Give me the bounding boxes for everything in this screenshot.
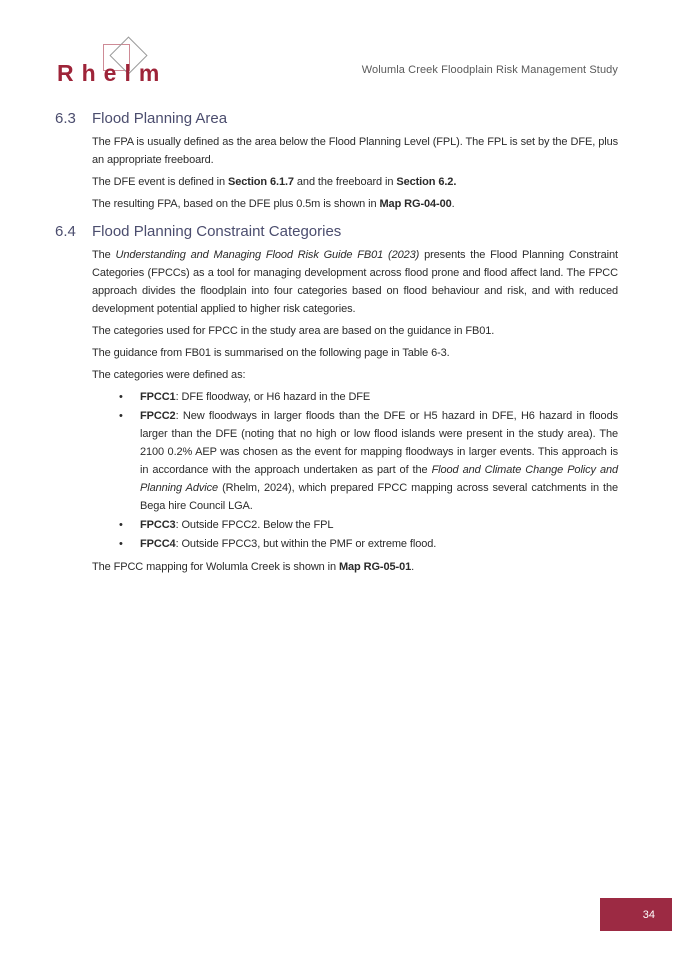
bullet-icon: • [119,391,123,403]
text-run: Understanding and Managing Flood Risk Guide FB01 (2023) [115,249,420,261]
text-run: . [411,561,415,573]
text-run: : Outside FPCC3, but within the PMF or extreme flood. [175,538,437,550]
text-run: : Outside FPCC2. Below the FPL [175,519,334,531]
text-run: : DFE floodway, or H6 hazard in the DFE [175,391,371,403]
section-number: 6.3 [55,110,76,127]
text-run: (Rhelm, 2024), which prepared FPCC mapping across several catchments in the Bega hire Council LGA. [140,482,619,512]
paragraph [92,344,618,362]
text-run: : New floodways in larger floods than the DFE or H5 hazard in DFE, H6 hazard in floods larger than the DFE (noting that no high or low flood islands were present in the study area). The 2100 0.2% AEP was chosen as the event for mapping floodways in larger events. This approach is in accordance with the approach undertaken as part of the [140,410,618,476]
bullet-item [92,516,618,534]
text-run: The [92,249,116,261]
bullet-item [92,388,618,406]
section-heading [55,222,618,241]
document-body [55,109,618,580]
text-run: The DFE event is defined in [92,176,228,188]
paragraph [92,366,618,384]
section-6.4 [55,222,618,576]
page-number-badge [600,898,672,931]
section-heading [55,109,618,128]
paragraph [92,558,618,576]
text-run: FPCC1 [140,391,176,403]
text-run: The categories were defined as: [92,369,246,381]
text-run: FPCC3 [140,519,176,531]
section-title: Flood Planning Area [92,110,228,127]
paragraph [92,322,618,340]
paragraph [92,133,618,169]
text-run: FPCC2 [140,410,176,422]
bullet-text [140,519,333,531]
text-run: Map RG-04-00 [379,198,452,210]
paragraph [92,246,618,318]
bullet-item [92,535,618,553]
section-number: 6.4 [55,223,76,240]
page-number: 34 [642,908,655,921]
bullet-list [92,388,618,553]
running-header-title: Wolumla Creek Floodplain Risk Management Study [361,64,618,76]
text-run: and the freeboard in [293,176,397,188]
text-run: FPCC4 [140,538,176,550]
section-6.3 [55,109,618,213]
bullet-text [140,538,436,550]
bullet-text [140,391,370,403]
text-run: The resulting FPA, based on the DFE plus 0.5m is shown in [92,198,380,210]
bullet-text [140,410,618,512]
logo-wordmark: Rhelm [57,60,168,86]
text-run: Map RG-05-01 [338,561,412,573]
bullet-icon: • [119,538,123,550]
bullet-item [92,407,618,515]
text-run: Section 6.1.7 [228,176,294,188]
text-run: The FPA is usually defined as the area below the Flood Planning Level (FPL). The FPL is set by the DFE, plus an appropriate freeboard. [92,136,618,166]
paragraph [92,173,618,191]
bullet-icon: • [119,519,123,531]
paragraph [92,195,618,213]
section-title: Flood Planning Constraint Categories [92,223,342,240]
text-run: . [451,198,455,210]
text-run: The categories used for FPCC in the study area are based on the guidance in FB01. [92,325,495,337]
text-run: The FPCC mapping for Wolumla Creek is shown in [92,561,339,573]
text-run: Section 6.2. [396,176,457,188]
rhelm-logo [55,36,175,88]
text-run: Flood and Climate Change Policy and Planning Advice [140,464,619,494]
text-run: presents the Flood Planning Constraint Categories (FPCCs) as a tool for managing development across flood prone and flood affect land. The FPCC approach divides the floodplain into four categories based on flood behaviour and risk, and with reduced development potential applied to higher risk categories. [92,249,619,315]
text-run: The guidance from FB01 is summarised on the following page in Table 6-3. [92,347,450,359]
bullet-icon: • [119,410,123,422]
